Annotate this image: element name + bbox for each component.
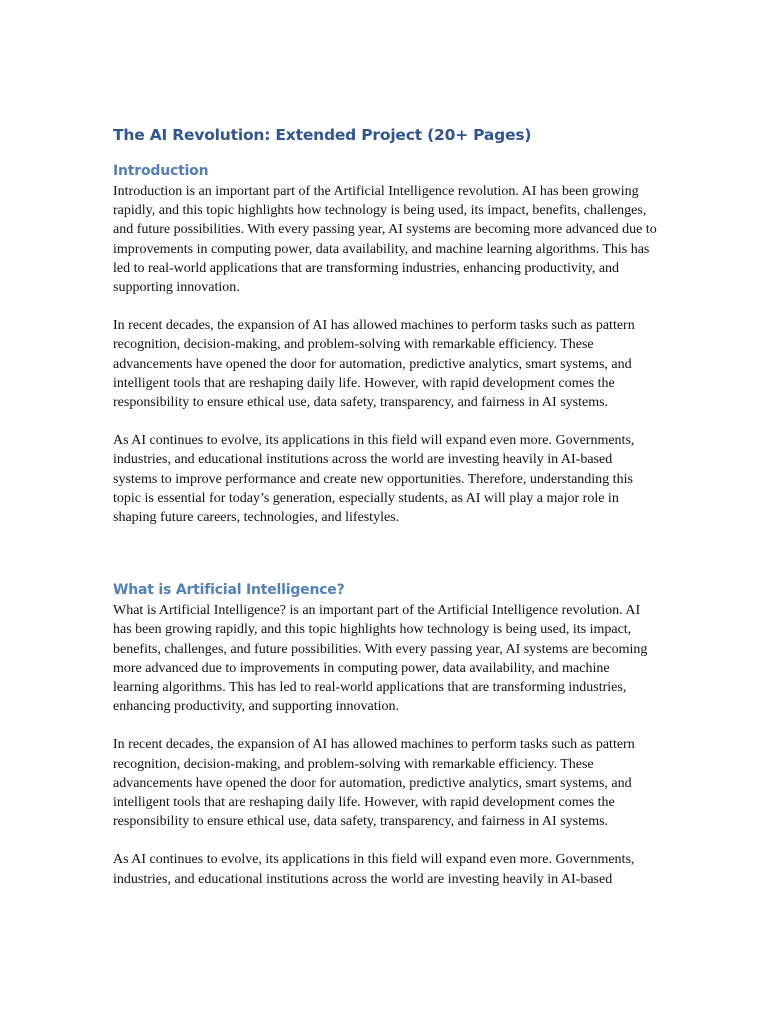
section-heading-what-is-ai: What is Artificial Intelligence? xyxy=(113,582,345,599)
paragraph: As AI continues to evolve, its applications in this field will expand even more. Governments, industries, and educational institutions across the world are investing heavily in AI-based xyxy=(113,852,635,887)
paragraph: In recent decades, the expansion of AI has allowed machines to perform tasks such as pattern recognition, decision-making, and problem-solving with remarkable efficiency. These advancements have opened the door for automation, predictive analytics, smart systems, and intelligent tools that are reshaping daily life. However, with rapid development comes the responsibility to ensure ethical use, data safety, transparency, and fairness in AI systems. xyxy=(113,318,635,411)
document-title: The AI Revolution: Extended Project (20+ Pages) xyxy=(113,126,532,144)
paragraph: As AI continues to evolve, its applications in this field will expand even more. Governments, industries, and educational institutions across the world are investing heavily in AI-based systems to improve performance and create new opportunities. Therefore, understanding this topic is essential for today’s generation, especially students, as AI will play a major role in shaping future careers, technologies, and lifestyles. xyxy=(113,433,635,526)
section-heading-introduction: Introduction xyxy=(113,163,209,179)
paragraph: In recent decades, the expansion of AI has allowed machines to perform tasks such as pattern recognition, decision-making, and problem-solving with remarkable efficiency. These advancements have opened the door for automation, predictive analytics, smart systems, and intelligent tools that are reshaping daily life. However, with rapid development comes the responsibility to ensure ethical use, data safety, transparency, and fairness in AI systems. xyxy=(113,737,635,830)
paragraph: What is Artificial Intelligence? is an important part of the Artificial Intelligence revolution. AI has been growing rapidly, and this topic highlights how technology is being used, its impact, benefits, challenges, and future possibilities. With every passing year, AI systems are becoming more advanced due to improvements in computing power, data availability, and machine learning algorithms. This has led to real-world applications that are transforming industries, enhancing productivity, and supporting innovation. xyxy=(113,603,648,715)
paragraph: Introduction is an important part of the Artificial Intelligence revolution. AI has been growing rapidly, and this topic highlights how technology is being used, its impact, benefits, challenges, and future possibilities. With every passing year, AI systems are becoming more advanced due to improvements in computing power, data availability, and machine learning algorithms. This has led to real-world applications that are transforming industries, enhancing productivity, and supporting innovation. xyxy=(113,184,657,296)
document-body xyxy=(113,124,658,889)
